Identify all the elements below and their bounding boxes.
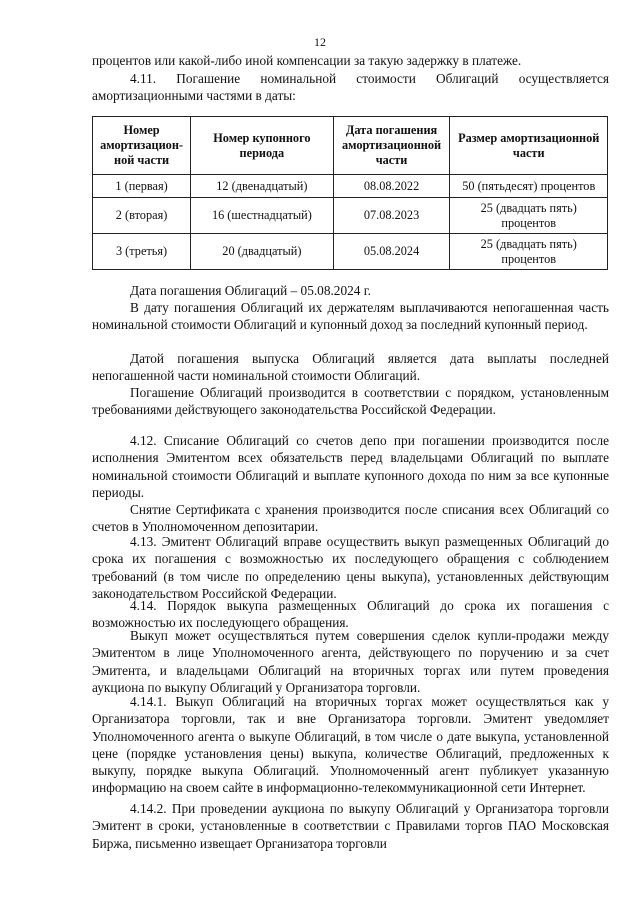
- paragraph-4-14-2: 4.14.2. При проведении аукциона по выкупу Облигаций у Организатора торговли Эмитент в сроки, установленные в соответствии с Правилами торгов ПАО Московская Биржа, письменно извещает Организатора торговли: [92, 801, 609, 851]
- table-cell: 3 (третья): [93, 234, 191, 270]
- paragraph-4-12: 4.12. Списание Облигаций со счетов депо при погашении производится после исполнения Эмитентом всех обязательств перед владельцами Облигаций по выплате номинальной стоимости Облигаций и выплате купонного дохода по ним за все купонные периоды.: [92, 433, 609, 500]
- paragraph-redemption-order: Погашение Облигаций производится в соответствии с порядком, установленным требованиями действующего законодательства Российской Федерации.: [92, 385, 609, 418]
- table-cell: 50 (пятьдесят) процентов: [450, 175, 608, 198]
- paragraph-4-11: 4.11. Погашение номинальной стоимости Облигаций осуществляется амортизационными частями в даты:: [92, 71, 609, 104]
- table-cell: 25 (двадцать пять) процентов: [450, 234, 608, 270]
- table-cell: 08.08.2022: [333, 175, 450, 198]
- table-cell: 25 (двадцать пять) процентов: [450, 198, 608, 234]
- paragraph-redemption-payment: В дату погашения Облигаций их держателям выплачиваются непогашенная часть номинальной стоимости Облигаций и купонный доход за последний купонный период.: [92, 300, 609, 333]
- table-cell: 07.08.2023: [333, 198, 450, 234]
- table-cell: 1 (первая): [93, 175, 191, 198]
- table-header-row: [93, 117, 608, 175]
- table-cell: 20 (двадцатый): [191, 234, 334, 270]
- table-cell: 2 (вторая): [93, 198, 191, 234]
- paragraph-4-14: 4.14. Порядок выкупа размещенных Облигаций до срока их погашения с возможностью их последующего обращения.: [92, 598, 609, 631]
- paragraph-continuation: процентов или какой-либо иной компенсации за такую задержку в платеже.: [92, 53, 522, 68]
- paragraph-redemption-date: Датой погашения выпуска Облигаций является дата выплаты последней непогашенной части номинальной стоимости Облигаций.: [92, 351, 609, 384]
- table-header-cell: Дата погашения амортизационной части: [333, 117, 450, 175]
- table-header-cell: Размер амортизационной части: [450, 117, 608, 175]
- table-cell: 05.08.2024: [333, 234, 450, 270]
- table-header-cell: Номер купонного периода: [191, 117, 334, 175]
- maturity-date-paragraph: Дата погашения Облигаций – 05.08.2024 г.: [130, 283, 371, 298]
- table-row: [93, 198, 608, 234]
- amortization-table: [92, 116, 608, 270]
- paragraph-4-14-1: 4.14.1. Выкуп Облигаций на вторичных торгах может осуществляться как у Организатора торговли, так и вне Организатора торговли. Эмитент уведомляет Уполномоченного агента о выкупе Облигаций, в том числе о дате выкупа, установленной цене (порядке установления цены) выкупа, количестве Облигаций, предложенных к выкупу, порядке выкупа Облигаций. Уполномоченный агент публикует указанную информацию на своем сайте в информационно-телекоммуникационной сети Интернет.: [92, 694, 609, 796]
- table-cell: 12 (двенадцатый): [191, 175, 334, 198]
- table-cell: 16 (шестнадцатый): [191, 198, 334, 234]
- paragraph-4-13: 4.13. Эмитент Облигаций вправе осуществить выкуп размещенных Облигаций до срока их погашения с возможностью их последующего обращения с соблюдением требований (в том числе по определению цены выкупа), установленных действующим законодательством Российской Федерации.: [92, 534, 609, 601]
- paragraph-certificate-removal: Снятие Сертификата с хранения производится после списания всех Облигаций со счетов в Уполномоченном депозитарии.: [92, 502, 609, 535]
- table-header-cell: Номер амортизацион-ной части: [93, 117, 191, 175]
- table-row: [93, 175, 608, 198]
- page-number: 12: [314, 35, 326, 49]
- paragraph-buyback-methods: Выкуп может осуществляться путем совершения сделок купли-продажи между Эмитентом в лице Уполномоченного агента, действующего по поручению и за счет Эмитента, и владельцами Облигаций на вторичных торгах или путем проведения аукциона по выкупу Облигаций у Организатора торговли.: [92, 628, 609, 695]
- table-row: [93, 234, 608, 270]
